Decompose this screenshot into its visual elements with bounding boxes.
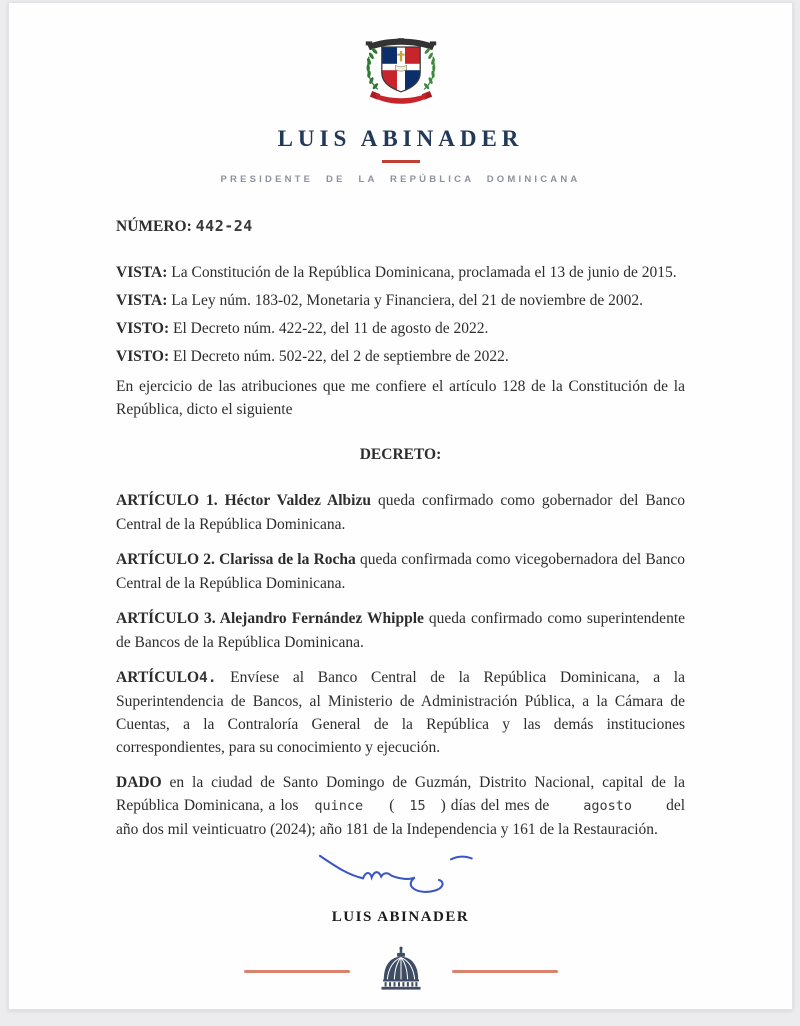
footer-right-line	[452, 970, 558, 973]
article-label: ARTÍCULO	[116, 669, 199, 686]
article-person-name: Alejandro Fernández Whipple	[215, 610, 424, 627]
footer-emblem	[9, 945, 792, 997]
decree-body	[9, 216, 792, 841]
recital-line	[116, 319, 685, 338]
article-text: queda confirmada como vicegobernadora del Banco Central de la República Dominicana.	[116, 551, 685, 592]
day-word-typed: quince	[314, 798, 364, 814]
article-typed-number: 4.	[199, 670, 217, 686]
signature-scribble-icon	[9, 849, 792, 904]
recital-label: VISTA:	[116, 264, 168, 281]
decree-number	[116, 216, 685, 237]
open-paren: (	[389, 797, 395, 814]
recital-label: VISTO:	[116, 348, 170, 365]
article-3	[116, 607, 685, 654]
dado-text: días del mes de	[445, 797, 550, 814]
recital-label: VISTA:	[116, 292, 168, 309]
article-text: queda confirmado como gobernador del Banco Central de la República Dominicana.	[116, 492, 685, 533]
red-divider	[382, 160, 420, 163]
recital-line	[116, 347, 685, 366]
dado-clause	[116, 771, 685, 841]
month-typed: agosto	[583, 798, 633, 814]
article-4	[116, 666, 685, 759]
close-paren: )	[440, 797, 446, 814]
article-text: queda confirmado como superintendente de Bancos de la República Dominicana.	[116, 610, 685, 651]
article-1	[116, 489, 685, 536]
preamble: En ejercicio de las atribuciones que me confiere el artículo 128 de la Constitución de la República, dicto el siguiente	[116, 378, 685, 418]
article-2	[116, 548, 685, 595]
decree-heading: DECRETO:	[359, 446, 442, 463]
article-text: Envíese al Banco Central de la República Dominicana, a la Superintendencia de Bancos, al Ministerio de Administración Pública, a la Cámara de Cuentas, a la Contraloría General de la República y las demás instituciones correspondientes, para su conocimiento y ejecución.	[116, 669, 685, 756]
recital-label: VISTO:	[116, 320, 170, 337]
article-label: ARTÍCULO 1.	[116, 492, 218, 509]
footer-left-line	[244, 970, 350, 973]
decree-number-label: NÚMERO:	[116, 218, 192, 235]
signatory-name: LUIS ABINADER	[331, 909, 470, 925]
recital-text: El Decreto núm. 502-22, del 2 de septiembre de 2022.	[169, 348, 509, 365]
palace-dome-icon	[376, 945, 426, 997]
article-person-name: Clarissa de la Rocha	[214, 551, 356, 568]
recital-text: La Ley núm. 183-02, Monetaria y Financiera, del 21 de noviembre de 2002.	[167, 292, 644, 309]
articles	[116, 489, 685, 759]
recital-text: La Constitución de la República Dominicana, proclamada el 13 de junio de 2015.	[167, 264, 677, 281]
decree-number-value: 442-24	[195, 217, 253, 235]
recital-text: El Decreto núm. 422-22, del 11 de agosto de 2022.	[169, 320, 489, 337]
letterhead	[9, 3, 792, 186]
dado-label: DADO	[116, 774, 162, 791]
article-person-name: Héctor Valdez Albizu	[217, 492, 371, 509]
signature-block	[9, 849, 792, 928]
coat-of-arms-icon	[9, 35, 792, 115]
recital-line	[116, 291, 685, 310]
president-name: LUIS ABINADER	[277, 126, 524, 151]
recitals	[116, 263, 685, 366]
article-label: ARTÍCULO 3.	[116, 610, 216, 627]
president-title: PRESIDENTE DE LA REPÚBLICA DOMINICANA	[220, 174, 581, 185]
dado-text: en la ciudad de Santo Domingo de Guzmán, Distrito Nacional, capital de la República Dominicana, a los	[116, 774, 685, 814]
day-number-typed: 15	[409, 798, 426, 814]
recital-line	[116, 263, 685, 282]
dado-text: del año dos mil veinticuatro (2024); año 181 de la Independencia y 161 de la Restauración.	[116, 797, 685, 838]
decree-page	[8, 2, 793, 1010]
article-label: ARTÍCULO 2.	[116, 551, 215, 568]
